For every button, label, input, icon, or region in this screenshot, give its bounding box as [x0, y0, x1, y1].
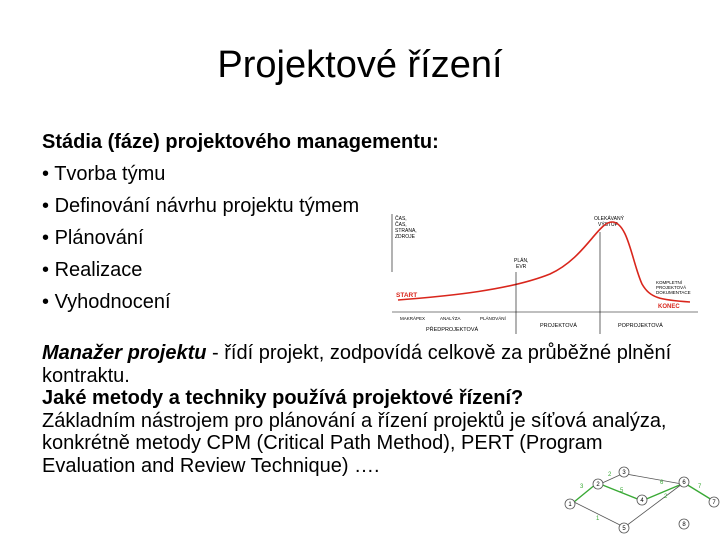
network-edge [574, 502, 622, 526]
chart-left-label-1: ČAS, [395, 216, 407, 222]
stage-item-planning: • Plánování [42, 222, 439, 254]
node-label: 7 [712, 500, 716, 506]
chart-right-label-2: PROJEKTOVÁ [656, 285, 687, 290]
chart-left-label-2: ČAS, [395, 222, 407, 228]
chart-right-label-3: DOKUMENTACE [656, 290, 691, 295]
stage-item-evaluation: • Vyhodnocení [42, 286, 439, 318]
description-paragraph [42, 342, 692, 477]
node-label: 2 [596, 482, 600, 488]
network-diagram [560, 462, 720, 540]
node-label: 5 [622, 526, 626, 532]
node-label: 6 [682, 480, 686, 486]
node-label: 3 [622, 470, 626, 476]
methods-answer: Základním nástrojem pro plánování a řízení projektů je síťová analýza, konkrétně metody CPM (Critical Path Method), PERT (Program Evaluation and Review Technique) …. [42, 409, 667, 477]
manager-definition-text: - řídí projekt, zodpovídá celkově za průběžné plnění kontraktu. [42, 342, 672, 387]
chart-right-label-1: KOMPLETNÍ [656, 280, 683, 285]
edge-label: 2 [664, 494, 668, 500]
stage-item-definition: • Definování návrhu projektu týmem [42, 190, 439, 222]
phase-label-3: PLÁNOVÁNÍ [480, 316, 506, 321]
manager-definition [42, 342, 692, 387]
edge-label: 1 [596, 516, 600, 522]
chart-mid-label-2: EVR [516, 264, 527, 270]
bottom-label-pre: PŘEDPROJEKTOVÁ [426, 327, 479, 333]
effort-curve [398, 222, 690, 302]
edge-label: 3 [580, 484, 584, 490]
project-lifecycle-chart [360, 212, 700, 337]
chart-peak-label-2: VÝSTUP [598, 222, 619, 228]
bottom-label-project: PROJEKTOVÁ [540, 323, 577, 329]
edge-label: 6 [660, 480, 664, 486]
chart-peak-label-1: OLEKÁVANÝ [594, 216, 624, 222]
stage-item-realization: • Realizace [42, 254, 439, 286]
start-label: START [396, 292, 418, 299]
network-edge [626, 474, 682, 484]
network-edge [574, 484, 596, 502]
edge-label: 5 [620, 488, 624, 494]
end-label: KONEC [658, 304, 680, 310]
slide-title: Projektové řízení [217, 44, 503, 86]
node-label: 4 [640, 498, 644, 504]
stage-item-team: • Tvorba týmu [42, 158, 439, 190]
edge-label: 2 [608, 472, 612, 478]
stages-heading: Stádia (fáze) projektového managementu: [42, 131, 439, 153]
chart-left-label-4: ZDROJE [395, 234, 415, 240]
chart-left-label-3: STRANA, [395, 228, 417, 234]
network-edge [626, 484, 682, 526]
phase-label-2: ANALÝZA [440, 316, 461, 321]
node-label: 1 [568, 502, 572, 508]
manager-term: Manažer projektu [42, 342, 207, 364]
bottom-label-post: POPROJEKTOVÁ [618, 323, 663, 329]
methods-question: Jaké metody a techniky používá projektové řízení? [42, 387, 524, 409]
phase-label-1: MAKRÁPEX [400, 316, 426, 321]
network-edge [644, 484, 682, 500]
edge-label: 7 [698, 484, 702, 490]
chart-mid-label-1: PLÁN, [514, 258, 529, 264]
node-label: 8 [682, 522, 686, 528]
